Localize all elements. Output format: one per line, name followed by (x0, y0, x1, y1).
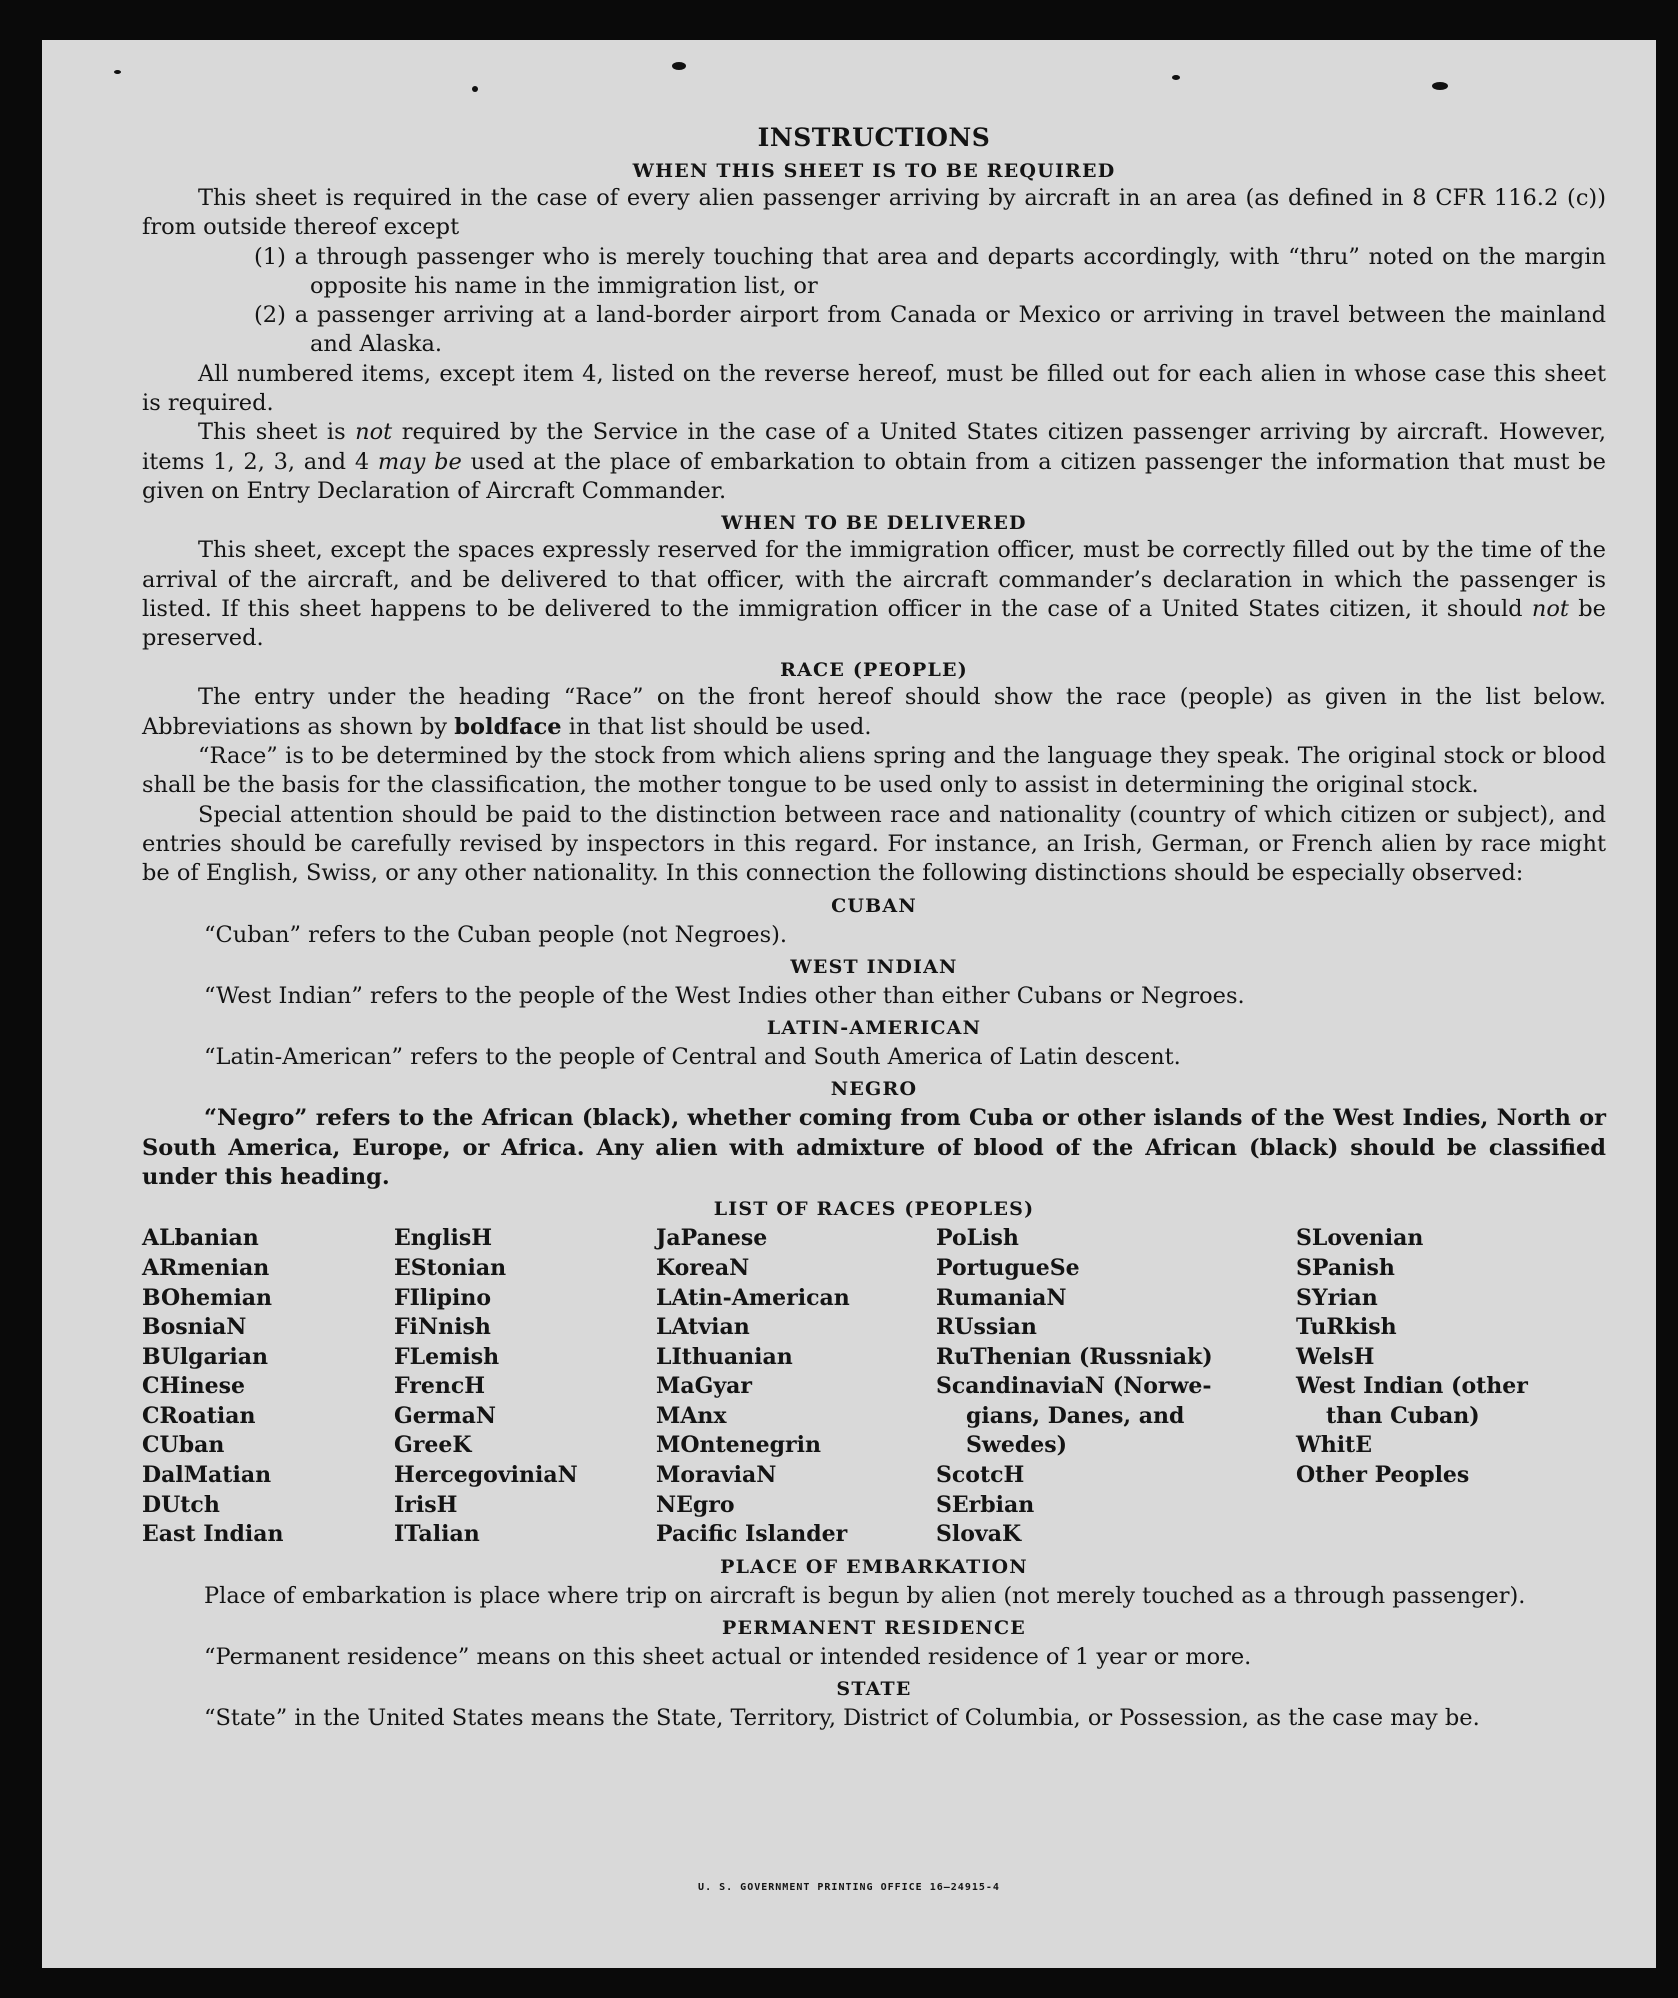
race-entry: Other Peoples (1296, 1462, 1470, 1489)
race-entry: KoreaN (656, 1254, 750, 1281)
scan-speck (672, 62, 686, 70)
race-column (394, 1224, 656, 1550)
race-entry: RumaniaN (936, 1284, 1067, 1311)
race-entry: MoraviaN (656, 1462, 777, 1489)
race-entry: BosniaN (142, 1314, 247, 1341)
scan-speck (1432, 82, 1448, 90)
race-entry: ARmenian (142, 1254, 270, 1281)
section-heading-cuban: CUBAN (831, 894, 917, 917)
race-entry: SErbian (936, 1491, 1035, 1518)
race-entry: Swedes) (966, 1432, 1067, 1459)
race-entry: EnglisH (394, 1225, 493, 1252)
race-entry: FiNnish (394, 1314, 491, 1341)
race-entry: FIlipino (394, 1284, 492, 1311)
section-heading-embarkation: PLACE OF EMBARKATION (720, 1555, 1028, 1578)
race-entry: DalMatian (142, 1462, 272, 1489)
race-entry: CHinese (142, 1373, 246, 1400)
section-heading-latin-american: LATIN-AMERICAN (766, 1017, 982, 1040)
race-entry: LAtin-American (656, 1284, 850, 1311)
race-entry: GermaN (394, 1402, 497, 1429)
race-entry: RUssian (936, 1314, 1037, 1341)
race-entry: LIthuanian (656, 1343, 793, 1370)
race-entry: CUban (142, 1432, 225, 1459)
race-entry: EStonian (394, 1254, 507, 1281)
race-entry: FrencH (394, 1373, 485, 1400)
paragraph: This sheet is not required by the Service in the case of a United States citizen passenger arriving by aircraft. However, items 1, 2, 3, and 4 may be used at the place of embarkation to obtain from a citizen passenger the information that must be given on Entry Declaration of Aircraft Commander. (142, 419, 1606, 504)
definition: “Permanent residence” means on this sheet actual or intended residence of 1 year or more. (204, 1644, 1252, 1671)
race-entry: ALbanian (142, 1225, 259, 1252)
race-entry: Pacific Islander (656, 1521, 848, 1548)
document-page (42, 40, 1656, 1968)
race-list (142, 1224, 1606, 1550)
race-entry: SPanish (1296, 1254, 1395, 1281)
paragraph: All numbered items, except item 4, listed on the reverse hereof, must be filled out for each alien in whose case this sheet is required. (142, 360, 1606, 417)
definition: “State” in the United States means the State, Territory, District of Columbia, or Possession, as the case may be. (204, 1705, 1480, 1732)
race-entry: SLovenian (1296, 1225, 1424, 1252)
paragraph: Special attention should be paid to the distinction between race and nationality (country of which citizen or subject), and entries should be carefully revised by inspectors in this regard. For instance, an Irish, German, or French alien by race might be of English, Swiss, or any other nationality. In this connection the following distinctions should be especially observed: (142, 801, 1606, 887)
section-heading-west-indian: WEST INDIAN (790, 955, 958, 978)
race-entry: HercegoviniaN (394, 1462, 578, 1489)
paragraph: The entry under the heading “Race” on the front hereof should show the race (people) as given in the list below. Abbreviations as shown by boldface in that list should be used. (142, 684, 1606, 740)
race-entry: BUlgarian (142, 1343, 268, 1370)
scan-speck (114, 70, 121, 74)
race-entry: than Cuban) (1326, 1402, 1480, 1429)
race-entry: WhitE (1296, 1432, 1372, 1459)
scan-speck (472, 86, 478, 92)
scan-speck (1172, 75, 1180, 80)
race-column (1296, 1224, 1586, 1550)
section-heading-residence: PERMANENT RESIDENCE (722, 1617, 1026, 1640)
race-entry: West Indian (other (1296, 1373, 1528, 1400)
race-entry: East Indian (142, 1521, 284, 1548)
printing-office-footer: U. S. GOVERNMENT PRINTING OFFICE 16—24915-4 (698, 1882, 1000, 1893)
race-column (936, 1224, 1296, 1550)
definition: “West Indian” refers to the people of the West Indies other than either Cubans or Negroes. (204, 982, 1245, 1009)
instructions-body (142, 122, 1606, 1734)
section-heading-negro: NEGRO (830, 1078, 918, 1101)
race-entry: PoLish (936, 1225, 1019, 1252)
section-heading-race: RACE (PEOPLE) (780, 659, 968, 682)
list-item: (2) a passenger arriving at a land-border airport from Canada or Mexico or arriving in travel between the mainland and Alaska. (254, 302, 1606, 358)
definition: “Latin-American” refers to the people of Central and South America of Latin descent. (204, 1044, 1181, 1071)
race-entry: WelsH (1296, 1343, 1375, 1370)
definition: Place of embarkation is place where trip on aircraft is begun by alien (not merely touched as a through passenger). (204, 1582, 1526, 1609)
race-entry: CRoatian (142, 1402, 256, 1429)
paragraph: “Race” is to be determined by the stock from which aliens spring and the language they speak. The original stock or blood shall be the basis for the classification, the mother tongue to be used only to assist in determining the original stock. (142, 743, 1606, 799)
race-entry: MaGyar (656, 1373, 753, 1400)
race-entry: DUtch (142, 1491, 220, 1518)
section-heading-delivered: WHEN TO BE DELIVERED (721, 512, 1027, 535)
race-entry: ScotcH (936, 1462, 1025, 1489)
race-entry: RuThenian (Russniak) (936, 1343, 1213, 1370)
section-heading-race-list: LIST OF RACES (PEOPLES) (713, 1198, 1035, 1221)
race-entry: SYrian (1296, 1284, 1378, 1311)
list-item: (1) a through passenger who is merely touching that area and departs accordingly, with “thru” noted on the margin opposite his name in the immigration list, or (254, 243, 1606, 299)
race-entry: PortugueSe (936, 1254, 1080, 1281)
race-entry: NEgro (656, 1491, 735, 1518)
race-entry: MAnx (656, 1402, 727, 1429)
race-entry: FLemish (394, 1343, 500, 1370)
race-entry: GreeK (394, 1432, 472, 1459)
race-entry: MOntenegrin (656, 1432, 821, 1459)
race-entry: IrisH (394, 1491, 458, 1518)
race-entry: TuRkish (1296, 1314, 1397, 1341)
race-entry: ITalian (394, 1521, 480, 1548)
definition: “Cuban” refers to the Cuban people (not Negroes). (204, 921, 788, 948)
paragraph: This sheet is required in the case of every alien passenger arriving by aircraft in an area (as defined in 8 CFR 116.2 (c)) from outside thereof except (142, 185, 1606, 241)
race-entry: ScandinaviaN (Norwe- (936, 1373, 1212, 1400)
race-column (656, 1224, 936, 1550)
race-entry: gians, Danes, and (966, 1402, 1185, 1429)
definition: “Negro” refers to the African (black), whether coming from Cuba or other islands of the West Indies, North or South America, Europe, or Africa. Any alien with admixture of blood of the African (black) should be classified under this heading. (142, 1105, 1606, 1191)
paragraph: This sheet, except the spaces expressly reserved for the immigration officer, must be correctly filled out by the time of the arrival of the aircraft, and be delivered to that officer, with the aircraft commander’s declaration in which the passenger is listed. If this sheet happens to be delivered to the immigration officer in the case of a United States citizen, it should not be preserved. (142, 537, 1606, 652)
race-entry: LAtvian (656, 1314, 750, 1341)
page-title: INSTRUCTIONS (757, 123, 991, 152)
race-entry: JaPanese (656, 1225, 768, 1252)
race-column (142, 1224, 394, 1550)
race-entry: BOhemian (142, 1284, 273, 1311)
section-heading-state: STATE (836, 1678, 912, 1701)
section-heading-required: WHEN THIS SHEET IS TO BE REQUIRED (632, 160, 1116, 182)
race-entry: SlovaK (936, 1521, 1022, 1548)
